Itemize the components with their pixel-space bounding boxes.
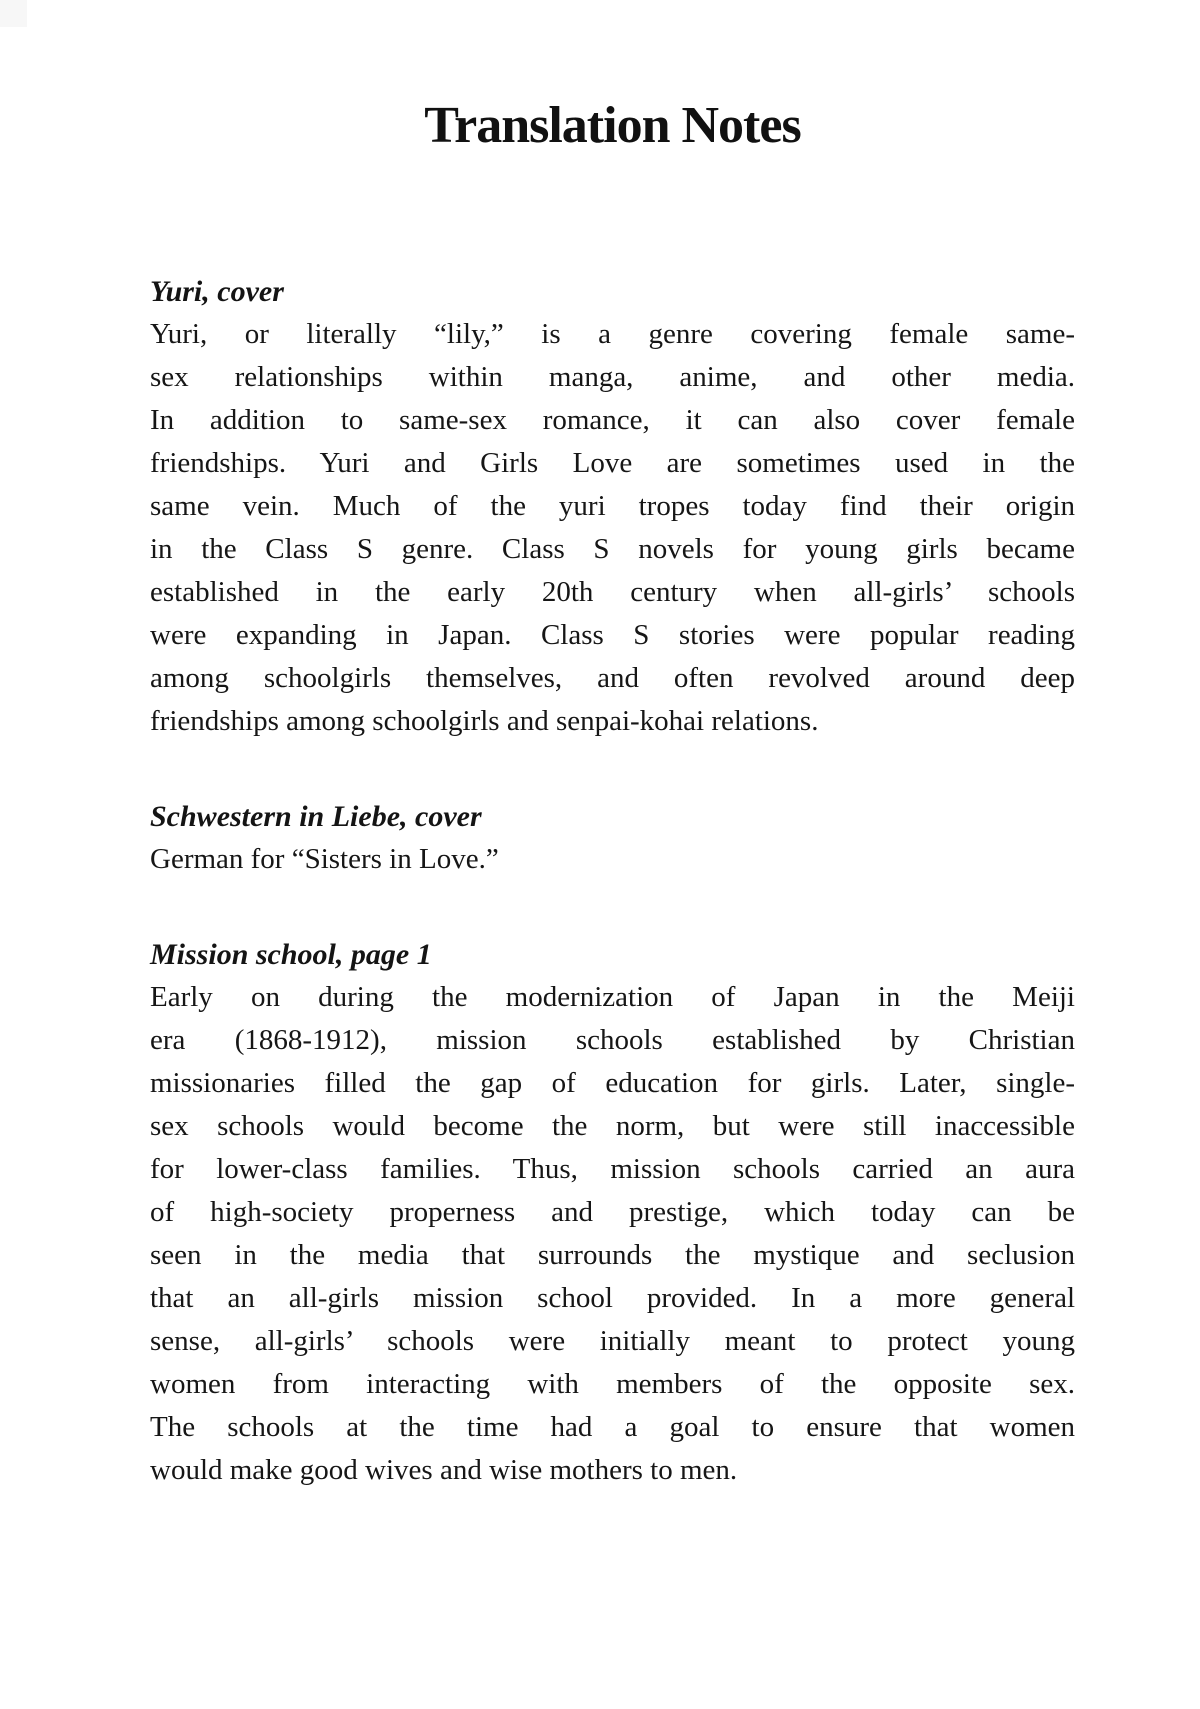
section-heading: Mission school, page 1	[150, 938, 432, 971]
section-paragraph	[150, 838, 1075, 881]
section-heading: Yuri, cover	[150, 275, 284, 308]
body-line: women from interacting with members of the opposite sex.	[150, 1368, 1075, 1400]
body-line: Yuri, or literally “lily,” is a genre covering female same-	[150, 318, 1075, 350]
section-heading: Schwestern in Liebe, cover	[150, 800, 482, 833]
body-line: seen in the media that surrounds the mystique and seclusion	[150, 1239, 1075, 1271]
translation-note-section	[150, 795, 1075, 881]
section-paragraph	[150, 313, 1075, 743]
body-line: sense, all-girls’ schools were initially meant to protect young	[150, 1325, 1075, 1357]
body-line: same vein. Much of the yuri tropes today find their origin	[150, 490, 1075, 522]
body-line: In addition to same-sex romance, it can also cover female	[150, 404, 1075, 436]
body-line: of high-society properness and prestige, which today can be	[150, 1196, 1075, 1228]
body-line: among schoolgirls themselves, and often revolved around deep	[150, 662, 1075, 694]
scan-artifact	[0, 0, 27, 27]
body-line: in the Class S genre. Class S novels for young girls became	[150, 533, 1075, 565]
body-line: sex schools would become the norm, but were still inaccessible	[150, 1110, 1075, 1142]
body-line: would make good wives and wise mothers to men.	[150, 1454, 738, 1486]
body-line: sex relationships within manga, anime, and other media.	[150, 361, 1075, 393]
body-line: were expanding in Japan. Class S stories were popular reading	[150, 619, 1075, 651]
notes-sections	[150, 270, 1075, 1492]
translation-note-section	[150, 270, 1075, 743]
body-line: that an all-girls mission school provided. In a more general	[150, 1282, 1075, 1314]
page-title: Translation Notes	[424, 97, 801, 154]
translation-note-section	[150, 933, 1075, 1492]
body-line: friendships among schoolgirls and senpai-kohai relations.	[150, 705, 819, 737]
body-line: missionaries filled the gap of education for girls. Later, single-	[150, 1067, 1075, 1099]
body-line: German for “Sisters in Love.”	[150, 843, 499, 875]
body-line: established in the early 20th century when all-girls’ schools	[150, 576, 1075, 608]
body-line: friendships. Yuri and Girls Love are sometimes used in the	[150, 447, 1075, 479]
body-line: The schools at the time had a goal to ensure that women	[150, 1411, 1075, 1443]
body-line: Early on during the modernization of Japan in the Meiji	[150, 981, 1075, 1013]
body-line: for lower-class families. Thus, mission schools carried an aura	[150, 1153, 1075, 1185]
section-paragraph	[150, 976, 1075, 1492]
body-line: era (1868-1912), mission schools established by Christian	[150, 1024, 1075, 1056]
